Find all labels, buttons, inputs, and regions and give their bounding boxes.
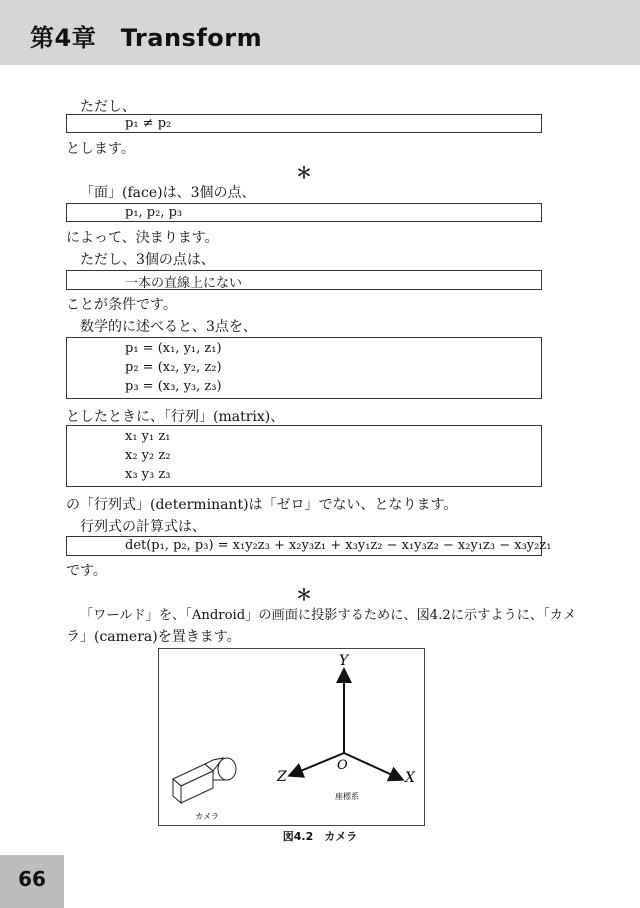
x-axis <box>344 753 401 779</box>
formula-box <box>66 203 542 222</box>
determinant-formula: det(p₁, p₂, p₃) = x₁y₂z₃ + x₂y₃z₁ + x₃y₁z₂ − x₁y₃z₂ − x₂y₁z₃ − x₃y₂z₁ <box>125 538 552 553</box>
formula-text: p₁, p₂, p₃ <box>125 205 183 220</box>
text-line: ラ」(camera)を置きます。 <box>66 629 241 645</box>
formula-text: p₁ ≠ p₂ <box>125 116 172 131</box>
section-separator: ＊ <box>296 163 313 182</box>
matrix-row: x₃ y₃ z₃ <box>125 467 171 482</box>
z-axis-label: Z <box>277 769 287 785</box>
coordinate-system-label: 座標系 <box>335 792 359 801</box>
text-line: 「ワールド」を、「Android」の画面に投影するために、図4.2に示すように、「カメ <box>80 608 577 623</box>
matrix-row: x₁ y₁ z₁ <box>125 429 171 444</box>
text-line: ただし、3個の点は、 <box>80 252 215 268</box>
page-number: 66 <box>18 867 46 891</box>
text-line: の「行列式」(determinant)は「ゼロ」でない、となります。 <box>66 497 458 513</box>
section-separator: ＊ <box>296 585 313 604</box>
condition-text: 一本の直線上にない <box>125 276 243 291</box>
text-line: とします。 <box>66 141 135 157</box>
point-line: p₁ = (x₁, y₁, z₁) <box>125 341 222 356</box>
text-line: 行列式の計算式は、 <box>80 519 206 535</box>
page-number-tab <box>0 855 64 908</box>
condition-box <box>66 270 542 290</box>
origin-label: O <box>337 758 348 773</box>
coordinate-diagram <box>159 649 424 825</box>
matrix-row: x₂ y₂ z₂ <box>125 448 171 463</box>
text-line: ただし、 <box>80 99 136 115</box>
text-line: ことが条件です。 <box>66 297 177 313</box>
text-line: によって、決まります。 <box>66 230 219 246</box>
matrix-box <box>66 425 542 487</box>
formula-box <box>66 114 542 133</box>
determinant-box <box>66 536 552 556</box>
text-line: としたときに、「行列」(matrix)、 <box>66 409 285 425</box>
point-line: p₂ = (x₂, y₂, z₂) <box>125 360 222 375</box>
camera-icon <box>173 758 236 803</box>
camera-label: カメラ <box>195 812 219 821</box>
figure-caption: 図4.2 カメラ <box>282 830 358 843</box>
text-line: です。 <box>66 563 107 579</box>
chapter-header <box>0 0 640 65</box>
y-axis-label: Y <box>339 653 349 669</box>
x-axis-label: X <box>405 770 415 786</box>
points-box <box>66 337 542 399</box>
text-line: 数学的に述べると、3点を、 <box>80 319 257 335</box>
point-line: p₃ = (x₃, y₃, z₃) <box>125 379 222 394</box>
text-line: 「面」(face)は、3個の点、 <box>80 185 256 201</box>
chapter-title: 第4章 Transform <box>30 24 263 52</box>
figure-camera <box>158 648 425 826</box>
